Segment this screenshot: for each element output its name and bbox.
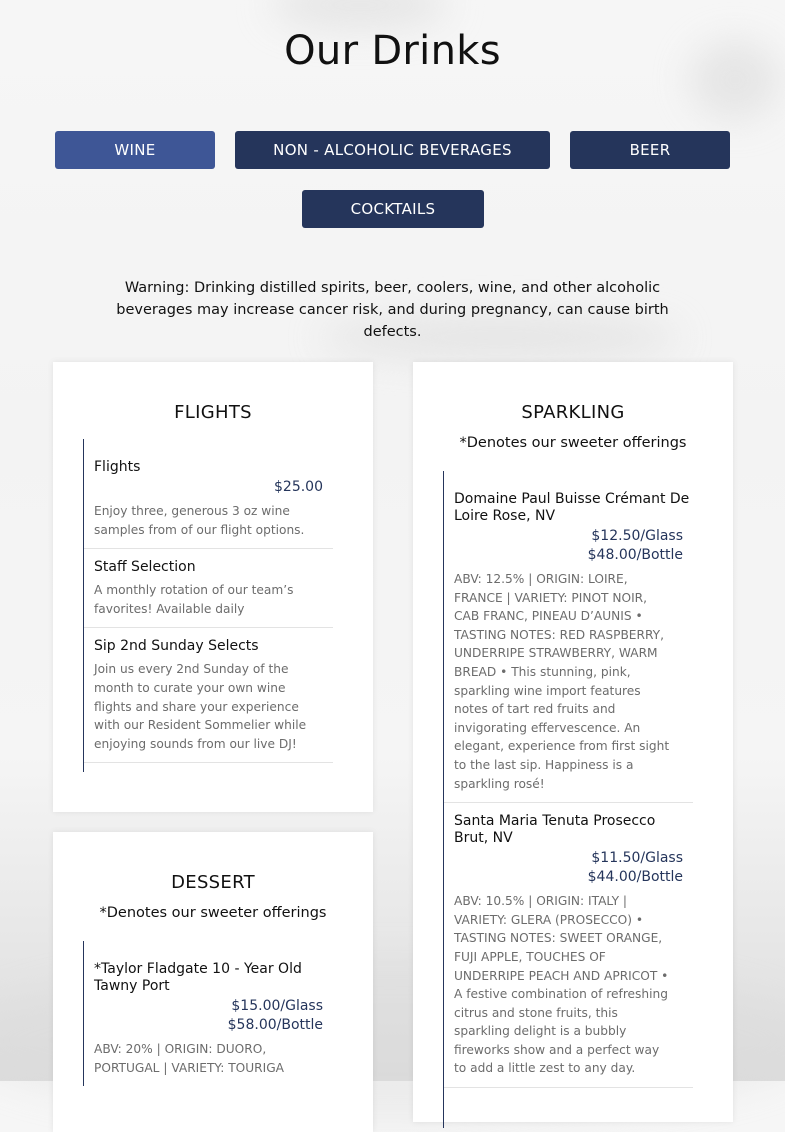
item-name: *Taylor Fladgate 10 - Year Old Tawny Port	[94, 961, 302, 994]
list-item	[444, 803, 693, 1088]
sparkling-card	[413, 362, 733, 1122]
item-description: Enjoy three, generous 3 oz wine samples from of our flight options.	[94, 504, 305, 537]
list-item	[84, 628, 333, 763]
menu-list	[83, 439, 333, 772]
item-description: ABV: 20% | ORIGIN: DUORO, PORTUGAL | VARIETY: TOURIGA	[94, 1042, 285, 1075]
background-blur	[270, 0, 450, 30]
section-subtitle: *Denotes our sweeter offerings	[459, 435, 687, 451]
item-price: $25.00	[274, 479, 323, 495]
tab-non-alcoholic-beverages[interactable]: NON - ALCOHOLIC BEVERAGES	[235, 131, 550, 169]
item-price-glass: $15.00/Glass	[231, 998, 323, 1014]
item-name: Santa Maria Tenuta Prosecco Brut, NV	[454, 813, 656, 847]
menu-list	[83, 941, 333, 1086]
item-name: Staff Selection	[94, 559, 196, 576]
list-item	[444, 471, 693, 803]
item-price-bottle: $44.00/Bottle	[587, 869, 683, 886]
item-name: Flights	[94, 459, 141, 475]
item-description: ABV: 10.5% | ORIGIN: ITALY | VARIETY: GLERA (PROSECCO) • TASTING NOTES: SWEET ORANGE, FUJI APPLE, TOUCHES OF UNDERRIPE PEACH AND APRICOT • A festive combination of refreshing citrus and stone fruits, this sparkling delight is a bubbly fireworks show and a perfect way to add a little zest to any day.	[454, 894, 669, 1076]
item-price-glass: $12.50/Glass	[591, 528, 683, 544]
item-price-bottle: $58.00/Bottle	[227, 1017, 323, 1033]
section-title: DESSERT	[171, 872, 255, 893]
page-title: Our Drinks	[284, 28, 501, 74]
dessert-card	[53, 832, 373, 1132]
tab-cocktails[interactable]: COCKTAILS	[302, 190, 484, 228]
item-description: Join us every 2nd Sunday of the month to curate your own wine flights and share your experience with our Resident Sommelier while enjoying sounds from our live DJ!	[94, 662, 307, 751]
flights-card	[53, 362, 373, 812]
item-description: ABV: 12.5% | ORIGIN: LOIRE, FRANCE | VARIETY: PINOT NOIR, CAB FRANC, PINEAU D’AUNIS • TASTING NOTES: RED RASPBERRY, UNDERRIPE STRAWBERRY, WARM BREAD • This stunning, pink, sparkling wine import features notes of tart red fruits and invigorating effervescence. An elegant, experience from first sight to the last sip. Happiness is a sparkling rosé!	[454, 572, 670, 791]
item-description: A monthly rotation of our team’s favorites! Available daily	[94, 583, 294, 616]
tab-wine[interactable]: WINE	[55, 131, 215, 169]
alcohol-warning: Warning: Drinking distilled spirits, beer, coolers, wine, and other alcoholic beverages may increase cancer risk, and during pregnancy, can cause birth defects.	[116, 280, 669, 340]
section-subtitle: *Denotes our sweeter offerings	[99, 905, 327, 921]
section-title: FLIGHTS	[174, 402, 252, 423]
list-item	[84, 439, 333, 549]
menu-list	[443, 471, 693, 1128]
tab-beer[interactable]: BEER	[570, 131, 730, 169]
item-price-bottle: $48.00/Bottle	[587, 547, 683, 563]
item-price-glass: $11.50/Glass	[591, 850, 683, 867]
item-name: Domaine Paul Buisse Crémant De Loire Rose, NV	[454, 491, 690, 524]
section-title: SPARKLING	[521, 402, 625, 423]
item-name: Sip 2nd Sunday Selects	[94, 638, 259, 655]
list-item	[84, 549, 333, 628]
list-item	[84, 941, 333, 1086]
